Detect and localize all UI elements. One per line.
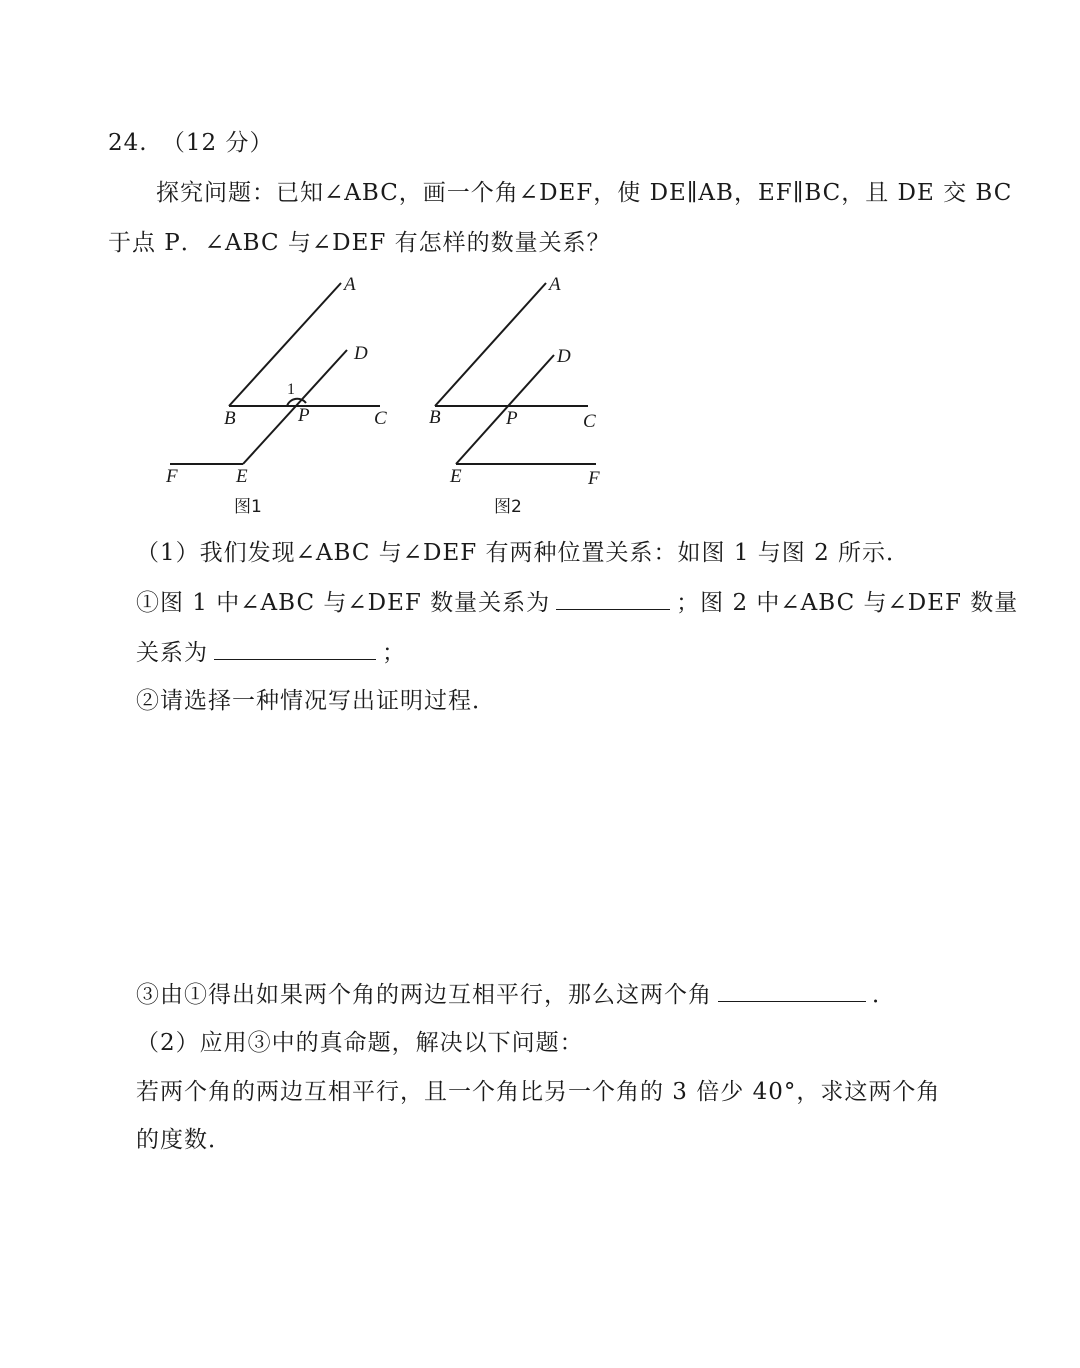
question-header [108, 128, 273, 158]
part1-intro: （1）我们发现∠ABC 与∠DEF 有两种位置关系：如图 1 与图 2 所示． [136, 540, 911, 566]
part2-line2: 的度数． [136, 1127, 232, 1153]
answer-blank-fig1[interactable] [556, 587, 670, 610]
fig1-label-D: D [354, 343, 368, 364]
question-number: 24. [108, 130, 148, 156]
question-stem-line2: 于点 P．∠ABC 与∠DEF 有怎样的数量关系？ [108, 230, 611, 256]
fig1-ray-ED [243, 350, 347, 464]
figure-1-labels [165, 274, 387, 517]
fig2-ray-BA [435, 283, 546, 406]
part1-item1-text-b: ；图 2 中∠ABC 与∠DEF 数量 [676, 590, 1019, 616]
part1-item3-text-a: ③由①得出如果两个角的两边互相平行，那么这两个角 [136, 982, 712, 1008]
fig1-label-F: F [166, 466, 178, 487]
fig2-label-F: F [588, 468, 600, 489]
part1-item1-text-a: ①图 1 中∠ABC 与∠DEF 数量关系为 [136, 590, 551, 616]
fig2-label-D: D [557, 346, 571, 367]
part1-item3 [136, 979, 896, 1010]
part1-item2: ②请选择一种情况写出证明过程． [136, 688, 496, 714]
part1-item1-line2 [136, 637, 406, 668]
question-stem-line1: 探究问题：已知∠ABC，画一个角∠DEF，使 DE∥AB，EF∥BC，且 DE 交 BC [156, 180, 1013, 206]
figure-1 [170, 283, 380, 464]
fig2-caption: 图2 [494, 497, 522, 517]
part1-item3-text-b: ． [872, 982, 896, 1008]
fig2-label-A: A [549, 274, 561, 295]
answer-blank-fig2[interactable] [214, 637, 376, 660]
fig1-label-A: A [344, 274, 356, 295]
fig2-label-P: P [506, 408, 518, 429]
question-points: （12 分） [161, 130, 274, 156]
fig1-label-C: C [374, 408, 387, 429]
fig1-label-E: E [236, 466, 248, 487]
fig1-angle-arc [287, 399, 306, 406]
fig1-ray-BA [229, 283, 341, 406]
fig1-label-angle1: 1 [287, 381, 295, 398]
part1-item1-text-d: ； [382, 640, 406, 666]
part2-intro: （2）应用③中的真命题，解决以下问题： [136, 1030, 584, 1056]
part2-line1: 若两个角的两边互相平行，且一个角比另一个角的 3 倍少 40°，求这两个角 [136, 1079, 941, 1105]
fig1-label-B: B [224, 408, 236, 429]
fig2-label-E: E [450, 466, 462, 487]
fig2-ray-ED [456, 355, 554, 464]
part1-item1-line1 [136, 587, 1018, 618]
fig1-caption: 图1 [234, 497, 262, 517]
fig2-label-C: C [583, 411, 596, 432]
figure-2 [435, 283, 596, 464]
part1-item1-text-c: 关系为 [136, 640, 208, 666]
fig2-label-B: B [429, 407, 441, 428]
answer-blank-conclusion[interactable] [718, 979, 866, 1002]
fig1-label-P: P [298, 405, 310, 426]
figure-2-labels [429, 274, 600, 517]
